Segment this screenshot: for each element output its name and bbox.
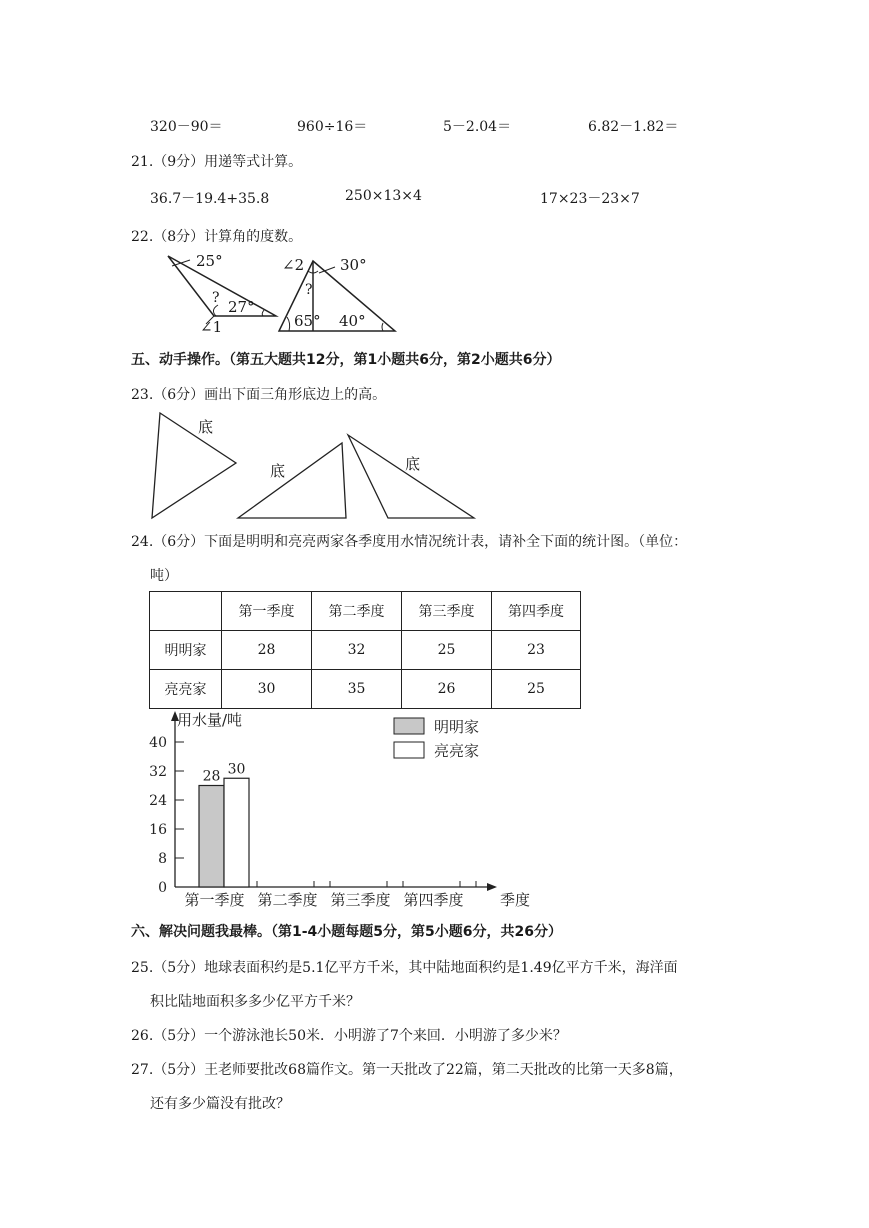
y-tick-label: 24	[149, 793, 167, 809]
table-header-cell: 第四季度	[492, 592, 581, 631]
water-usage-bar-chart	[140, 705, 540, 915]
q23-label-base-2: 底	[270, 462, 286, 480]
table-cell: 25	[492, 670, 581, 709]
q22-fig2-angle-top: 30°	[340, 256, 367, 274]
q27-line2: 还有多少篇没有批改？	[150, 1096, 290, 1112]
q22-fig2-angle-left: 65°	[294, 312, 321, 330]
legend-swatch	[394, 718, 424, 734]
q20-item-1: 320－90＝	[150, 119, 223, 135]
y-tick-label: 40	[149, 735, 167, 751]
q24-title-line2: 吨）	[150, 568, 178, 584]
q21-item-2: 250×13×4	[345, 188, 422, 204]
q20-item-3: 5－2.04＝	[443, 119, 512, 135]
q26-line1: 26.（5分）一个游泳池长50米．小明游了7个来回．小明游了多少米？	[131, 1028, 567, 1044]
x-axis-arrow	[487, 883, 497, 891]
x-tick-label: 第三季度	[330, 891, 391, 909]
table-header-cell: 第二季度	[312, 592, 402, 631]
legend-label: 明明家	[434, 718, 480, 736]
q22-fig1-angle-right: 27°	[228, 298, 255, 316]
q20-item-2: 960÷16＝	[297, 119, 368, 135]
table-header-cell: 第三季度	[402, 592, 492, 631]
table-row-name: 明明家	[150, 631, 222, 670]
table-row	[150, 670, 581, 709]
q22-fig1-angle-1: ∠1	[200, 318, 223, 336]
table-row	[150, 631, 581, 670]
bar	[199, 786, 224, 888]
x-tick-label: 第二季度	[257, 891, 318, 909]
data-label: 30	[227, 761, 246, 778]
y-tick-label: 32	[149, 764, 167, 780]
q22-fig1-angle-top: 25°	[196, 252, 223, 270]
x-tick-label: 第四季度	[403, 891, 464, 909]
y-tick-label: 16	[149, 822, 167, 838]
table-header-row	[150, 592, 581, 631]
q22-fig1-angle-q: ?	[212, 290, 220, 306]
table-cell: 32	[312, 631, 402, 670]
q23-label-base-1: 底	[198, 418, 214, 436]
q21-item-1: 36.7－19.4+35.8	[150, 191, 270, 207]
table-cell: 25	[402, 631, 492, 670]
q24-title-line1: 24.（6分）下面是明明和亮亮两家各季度用水情况统计表，请补全下面的统计图。（单位：	[131, 534, 688, 550]
q21-title: 21.（9分）用递等式计算。	[131, 154, 303, 170]
bar	[224, 778, 249, 887]
table-cell: 23	[492, 631, 581, 670]
q20-item-4: 6.82－1.82＝	[588, 119, 679, 135]
y-tick-label: 0	[158, 880, 167, 896]
legend-label: 亮亮家	[434, 742, 480, 760]
q22-title: 22.（8分）计算角的度数。	[131, 229, 303, 245]
q25-line2: 积比陆地面积多多少亿平方千米？	[150, 994, 360, 1010]
table-row-name: 亮亮家	[150, 670, 222, 709]
table-cell: 30	[222, 670, 312, 709]
q23-triangles	[150, 405, 630, 520]
table-cell: 35	[312, 670, 402, 709]
x-axis-label: 季度	[500, 891, 531, 909]
y-tick-label: 8	[158, 851, 167, 867]
water-usage-table	[149, 591, 581, 709]
q22-fig2-angle-right: 40°	[339, 312, 366, 330]
data-label: 28	[202, 768, 221, 785]
q25-line1: 25.（5分）地球表面积约是5.1亿平方千米，其中陆地面积约是1.49亿平方千米，海洋面	[131, 960, 678, 976]
q22-fig2-angle-2: ∠2	[282, 256, 305, 274]
q27-line1: 27.（5分）王老师要批改68篇作文。第一天批改了22篇，第二天批改的比第一天多8篇，	[131, 1062, 683, 1078]
q23-title: 23.（6分）画出下面三角形底边上的高。	[131, 387, 387, 403]
table-cell: 28	[222, 631, 312, 670]
table-cell: 26	[402, 670, 492, 709]
x-tick-label: 第一季度	[184, 891, 245, 909]
q21-item-3: 17×23－23×7	[540, 191, 640, 207]
section5-title: 五、动手操作。（第五大题共12分，第1小题共6分，第2小题共6分）	[131, 352, 561, 368]
section6-title: 六、解决问题我最棒。（第1-4小题每题5分，第5小题6分，共26分）	[131, 924, 562, 940]
q22-fig2-angle-q: ?	[305, 282, 313, 298]
table-header-cell	[150, 592, 222, 631]
table-header-cell: 第一季度	[222, 592, 312, 631]
y-axis-label: 用水量/吨	[177, 711, 243, 729]
legend-swatch	[394, 742, 424, 758]
q23-label-base-3: 底	[405, 455, 421, 473]
